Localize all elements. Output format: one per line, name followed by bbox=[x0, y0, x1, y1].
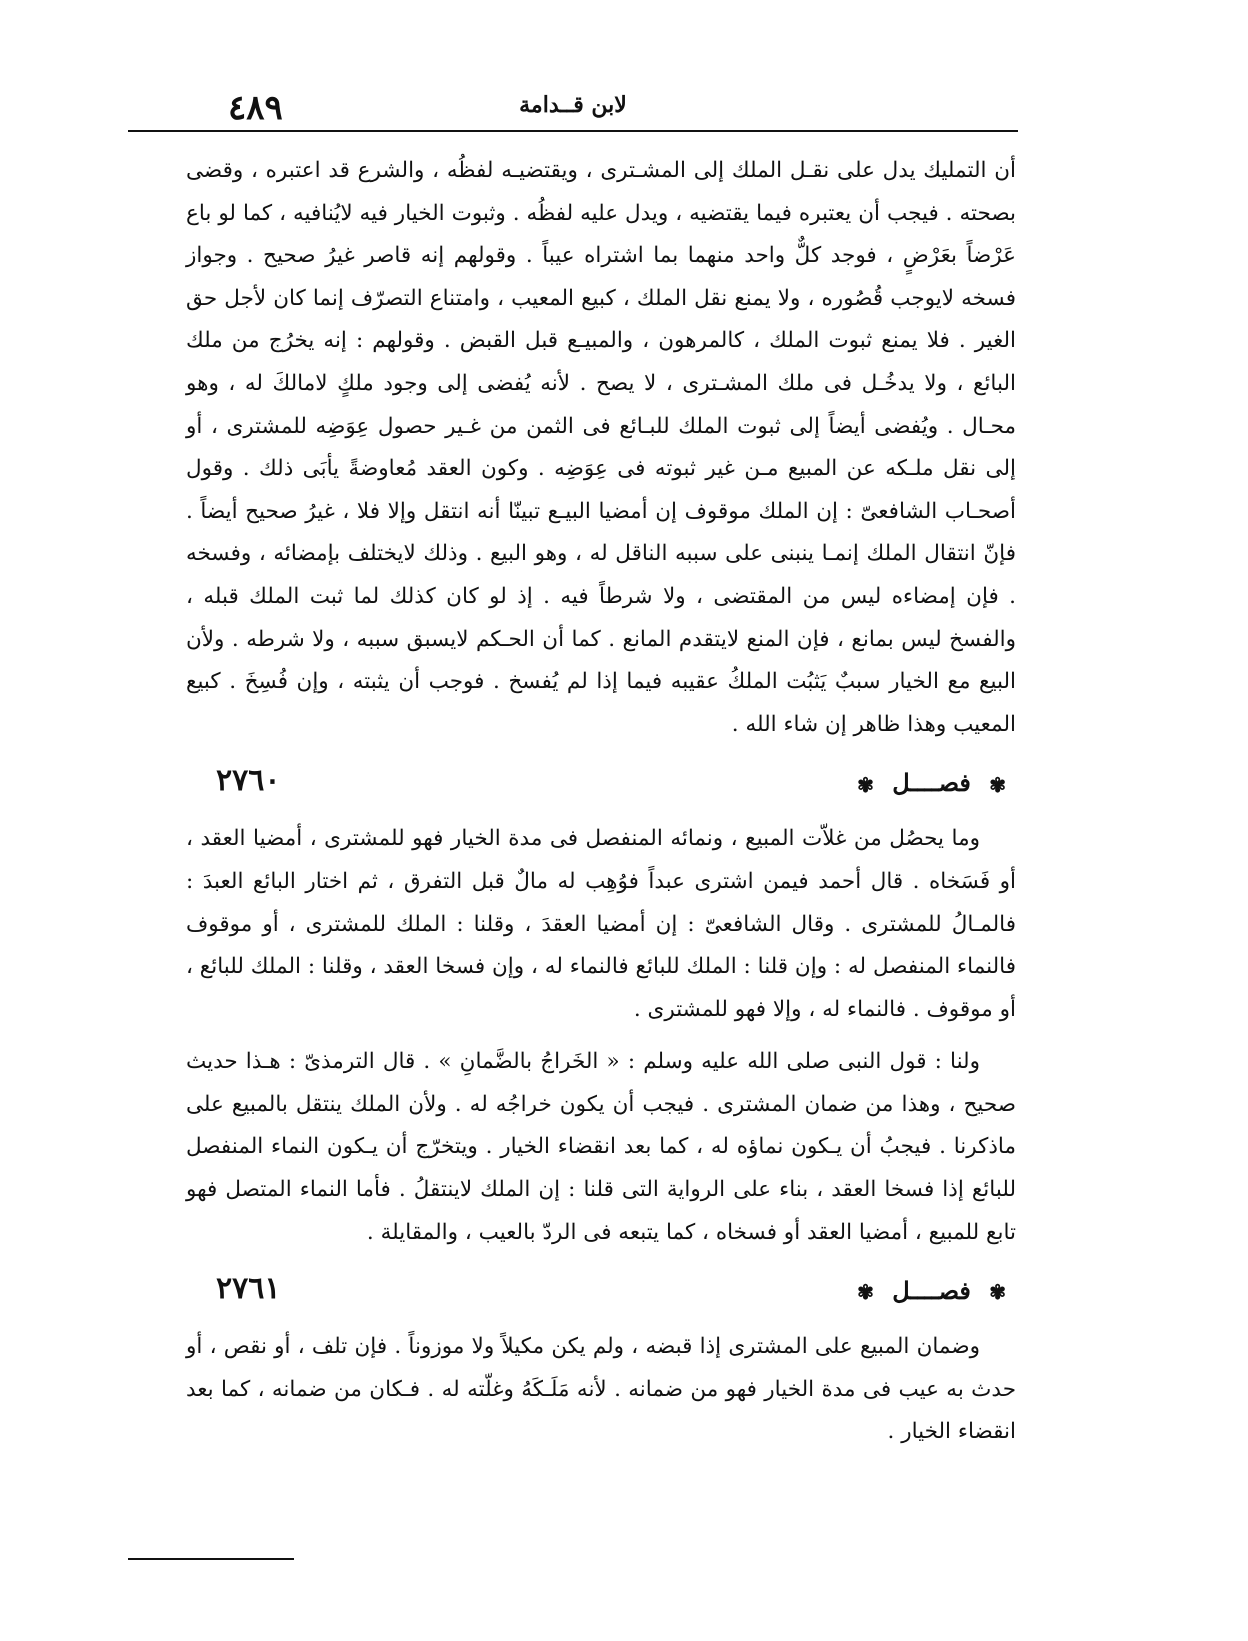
section-title bbox=[186, 1270, 1016, 1314]
footnote-rule bbox=[128, 1558, 294, 1560]
paragraph: وضمان المبيع على المشترى إذا قبضه ، ولم يكن مكيلاً ولا موزوناً . فإن تلف ، أو نقص ، أو حدث به عيب فى مدة الخيار فهو من ضمانه . لأنه مَلَـكَهُ وغلّته له . فـكان من ضمانه ، كما بعد انقضاء الخيار . bbox=[186, 1334, 1016, 1445]
main-text bbox=[186, 150, 1016, 1454]
ornament-icon: ✾ bbox=[857, 772, 874, 797]
ornament-icon: ✾ bbox=[989, 1280, 1006, 1305]
section-heading-2760 bbox=[186, 754, 1016, 810]
ornament-icon: ✾ bbox=[989, 772, 1006, 797]
section-number: ٢٧٦٠ bbox=[216, 763, 281, 799]
paragraph: أن التمليك يدل على نقـل الملك إلى المشـترى ، ويقتضيـه لفظُه ، والشرع قد اعتبره ، وقضى بصحته . فيجب أن يعتبره فيما يقتضيه ، ويدل عليه لفظُه . وثبوت الخيار فيه لايُنافيه ، كما لو باع عَرْضاً بعَرْضٍ ، فوجد كلٌّ واحد منهما بما اشتراه عيباً . وقولهم إنه قاصر غيرُ صحيح . وجواز فسخه لايوجب قُصُوره ، ولا يمنع نقل الملك ، كبيع المعيب ، وامتناع التصرّف إنما كان لأجل حق الغير . فلا يمنع ثبوت الملك ، كالمرهون ، والمبيـع قبل القبض . وقولهم : إنه يخرُج من ملك البائع ، ولا يدخُـل فى ملك المشـترى ، لا يصح . لأنه يُفضى إلى وجود ملكٍ لامالكَ له ، وهو محـال . ويُفضى أيضاً إلى ثبوت الملك للبـائع فى الثمن من غـير حصول عِوَضِه للمشترى ، أو إلى نقل ملـكه عن المبيع مـن غير ثبوته فى عِوَضِه . وكون العقد مُعاوضةً يأبَى ذلك . وقول أصحـاب الشافعىّ : إن الملك موقوف إن أمضيا البيـع تبينّا أنه انتقل وإلا فلا ، غيرُ صحيح أيضاً . فإنّ انتقال الملك إنمـا ينبنى على سببه الناقل له ، وهو البيع . وذلك لايختلف بإمضائه ، وفسخه . فإن إمضاءه ليس من المقتضى ، ولا شرطاً فيه . إذ لو كان كذلك لما ثبت الملك قبله ، والفسخ ليس بمانع ، فإن المنع لايتقدم المانع . كما أن الحـكم لايسبق سببه ، ولا شرطه . ولأن البيع مع الخيار سببٌ يَثبُت الملكُ عقيبه فيما إذا لم يُفسخ . فوجب أن يثبته ، وإن فُسِخَ . كبيع المعيب وهذا ظاهر إن شاء الله . bbox=[186, 158, 1016, 737]
section-number: ٢٧٦١ bbox=[216, 1271, 281, 1307]
section-heading-2761 bbox=[186, 1262, 1016, 1318]
running-title: لابن قــدامة bbox=[519, 92, 627, 118]
ornament-icon: ✾ bbox=[857, 1280, 874, 1305]
section-title-text: فصــــل bbox=[892, 1276, 971, 1306]
page-header bbox=[128, 84, 1018, 128]
paragraph: وما يحصُل من غلاّت المبيع ، ونمائه المنفصل فى مدة الخيار فهو للمشترى ، أمضيا العقد ، أو فَسَخاه . قال أحمد فيمن اشترى عبداً فوُهِب له مالٌ قبل التفرق ، ثم اختار البائع العبدَ : فالمـالُ للمشترى . وقال الشافعىّ : إن أمضيا العقدَ ، وقلنا : الملك للمشترى ، أو موقوف فالنماء المنفصل له : وإن قلنا : الملك للبائع فالنماء له ، وإن فسخا العقد ، وقلنا : الملك للبائع ، أو موقوف . فالنماء له ، وإلا فهو للمشترى . bbox=[186, 826, 1016, 1022]
page-number: ٤٨٩ bbox=[228, 88, 283, 128]
section-title-text: فصــــل bbox=[892, 768, 971, 798]
paragraph: ولنا : قول النبى صلى الله عليه وسلم : « الخَراجُ بالضَّمانِ » . قال الترمذىّ : هـذا حديث صحيح ، وهذا من ضمان المشترى . فيجب أن يكون خراجُه له . ولأن الملك ينتقل بالمبيع على ماذكرنا . فيجبُ أن يـكون نماؤه له ، كما بعد انقضاء الخيار . ويتخرّج أن يـكون النماء المنفصل للبائع إذا فسخا العقد ، بناء على الرواية التى قلنا : إن الملك لاينتقلُ . فأما النماء المتصل فهو تابع للمبيع ، أمضيا العقد أو فسخاه ، كما يتبعه فى الردّ بالعيب ، والمقايلة . bbox=[186, 1049, 1016, 1245]
header-rule bbox=[128, 130, 1018, 132]
section-title bbox=[186, 762, 1016, 806]
